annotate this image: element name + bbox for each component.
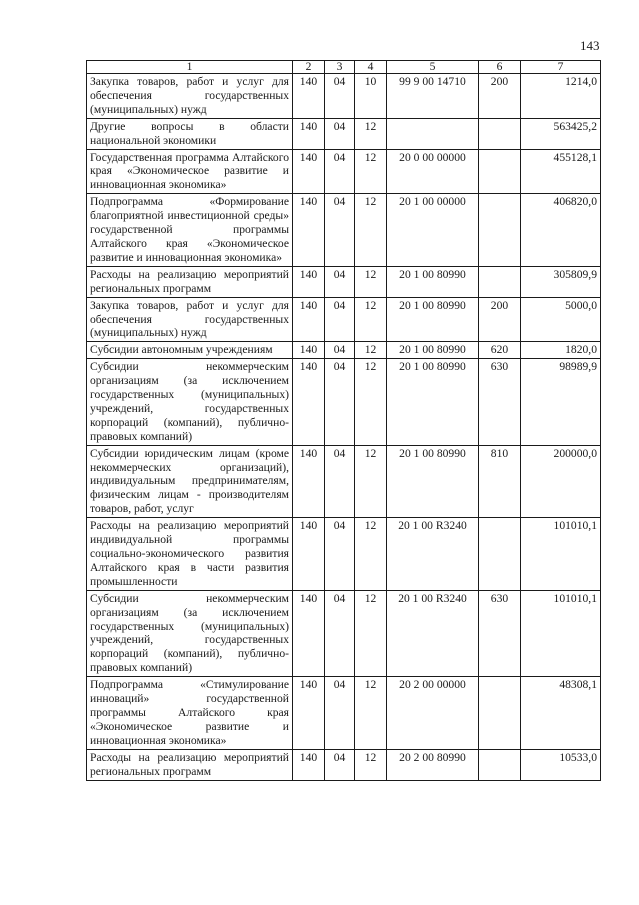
header-col-type: 6 bbox=[479, 61, 521, 74]
page-number: 143 bbox=[580, 38, 600, 53]
row-target-cell: 20 1 00 R3240 bbox=[387, 518, 479, 591]
table-body bbox=[87, 74, 601, 781]
row-subsection-cell: 12 bbox=[355, 677, 387, 750]
table-row bbox=[87, 590, 601, 676]
row-target-cell: 20 1 00 80990 bbox=[387, 445, 479, 518]
row-type-cell bbox=[479, 118, 521, 149]
row-ministry-cell: 140 bbox=[293, 518, 325, 591]
row-ministry-cell: 140 bbox=[293, 342, 325, 359]
row-type-cell bbox=[479, 266, 521, 297]
budget-table bbox=[86, 60, 601, 781]
table-row bbox=[87, 518, 601, 591]
row-section-cell: 04 bbox=[325, 518, 355, 591]
row-target-cell: 20 2 00 80990 bbox=[387, 749, 479, 780]
row-subsection-cell: 12 bbox=[355, 194, 387, 267]
row-subsection-cell: 12 bbox=[355, 342, 387, 359]
row-type-cell bbox=[479, 518, 521, 591]
table-row bbox=[87, 677, 601, 750]
row-ministry-cell: 140 bbox=[293, 149, 325, 194]
row-ministry-cell: 140 bbox=[293, 297, 325, 342]
row-section-cell: 04 bbox=[325, 297, 355, 342]
table-header-row bbox=[87, 61, 601, 74]
row-name-cell: Субсидии автономным учреждениям bbox=[87, 342, 293, 359]
row-section-cell: 04 bbox=[325, 74, 355, 119]
row-name-cell: Субсидии юридическим лицам (кроме некоммерческих организаций), индивидуальным предпринимателям, физическим лицам - производителям товаров, работ, услуг bbox=[87, 445, 293, 518]
row-subsection-cell: 12 bbox=[355, 518, 387, 591]
row-type-cell: 630 bbox=[479, 359, 521, 445]
row-section-cell: 04 bbox=[325, 118, 355, 149]
row-target-cell: 99 9 00 14710 bbox=[387, 74, 479, 119]
row-ministry-cell: 140 bbox=[293, 194, 325, 267]
row-target-cell: 20 1 00 80990 bbox=[387, 266, 479, 297]
table-row bbox=[87, 342, 601, 359]
header-col-ministry: 2 bbox=[293, 61, 325, 74]
row-type-cell: 200 bbox=[479, 297, 521, 342]
row-subsection-cell: 10 bbox=[355, 74, 387, 119]
row-target-cell: 20 2 00 00000 bbox=[387, 677, 479, 750]
row-target-cell: 20 0 00 00000 bbox=[387, 149, 479, 194]
row-ministry-cell: 140 bbox=[293, 677, 325, 750]
row-amount-cell: 101010,1 bbox=[521, 590, 601, 676]
row-name-cell: Государственная программа Алтайского края «Экономическое развитие и инновационная экономика» bbox=[87, 149, 293, 194]
row-ministry-cell: 140 bbox=[293, 749, 325, 780]
table-row bbox=[87, 445, 601, 518]
row-amount-cell: 10533,0 bbox=[521, 749, 601, 780]
table-row bbox=[87, 749, 601, 780]
row-subsection-cell: 12 bbox=[355, 359, 387, 445]
row-type-cell: 620 bbox=[479, 342, 521, 359]
row-type-cell bbox=[479, 749, 521, 780]
row-amount-cell: 305809,9 bbox=[521, 266, 601, 297]
row-target-cell: 20 1 00 R3240 bbox=[387, 590, 479, 676]
row-section-cell: 04 bbox=[325, 359, 355, 445]
table-row bbox=[87, 359, 601, 445]
header-col-name: 1 bbox=[87, 61, 293, 74]
row-type-cell bbox=[479, 194, 521, 267]
row-amount-cell: 455128,1 bbox=[521, 149, 601, 194]
row-amount-cell: 1820,0 bbox=[521, 342, 601, 359]
header-col-target: 5 bbox=[387, 61, 479, 74]
row-amount-cell: 200000,0 bbox=[521, 445, 601, 518]
row-name-cell: Другие вопросы в области национальной экономики bbox=[87, 118, 293, 149]
row-amount-cell: 406820,0 bbox=[521, 194, 601, 267]
header-col-amount: 7 bbox=[521, 61, 601, 74]
row-subsection-cell: 12 bbox=[355, 266, 387, 297]
header-col-section: 3 bbox=[325, 61, 355, 74]
row-ministry-cell: 140 bbox=[293, 266, 325, 297]
row-amount-cell: 563425,2 bbox=[521, 118, 601, 149]
row-amount-cell: 5000,0 bbox=[521, 297, 601, 342]
row-subsection-cell: 12 bbox=[355, 590, 387, 676]
table-row bbox=[87, 118, 601, 149]
table-row bbox=[87, 297, 601, 342]
row-subsection-cell: 12 bbox=[355, 118, 387, 149]
row-name-cell: Закупка товаров, работ и услуг для обеспечения государственных (муниципальных) нужд bbox=[87, 297, 293, 342]
row-amount-cell: 48308,1 bbox=[521, 677, 601, 750]
table-row bbox=[87, 149, 601, 194]
header-col-subsection: 4 bbox=[355, 61, 387, 74]
row-name-cell: Подпрограмма «Формирование благоприятной инвестиционной среды» государственной программы Алтайского края «Экономическое развитие и инновационная экономика» bbox=[87, 194, 293, 267]
row-name-cell: Расходы на реализацию мероприятий индивидуальной программы социально-экономического развития Алтайского края в части развития промышленности bbox=[87, 518, 293, 591]
row-section-cell: 04 bbox=[325, 445, 355, 518]
row-name-cell: Расходы на реализацию мероприятий региональных программ bbox=[87, 749, 293, 780]
row-type-cell bbox=[479, 677, 521, 750]
row-target-cell: 20 1 00 80990 bbox=[387, 297, 479, 342]
row-target-cell: 20 1 00 00000 bbox=[387, 194, 479, 267]
row-name-cell: Расходы на реализацию мероприятий региональных программ bbox=[87, 266, 293, 297]
row-type-cell: 810 bbox=[479, 445, 521, 518]
row-name-cell: Субсидии некоммерческим организациям (за исключением государственных (муниципальных) учреждений, государственных корпораций (компаний), публично-правовых компаний) bbox=[87, 359, 293, 445]
row-amount-cell: 98989,9 bbox=[521, 359, 601, 445]
row-section-cell: 04 bbox=[325, 342, 355, 359]
row-name-cell: Подпрограмма «Стимулирование инноваций» государственной программы Алтайского края «Экономическое развитие и инновационная экономика» bbox=[87, 677, 293, 750]
row-ministry-cell: 140 bbox=[293, 74, 325, 119]
row-subsection-cell: 12 bbox=[355, 445, 387, 518]
row-ministry-cell: 140 bbox=[293, 359, 325, 445]
row-ministry-cell: 140 bbox=[293, 445, 325, 518]
row-section-cell: 04 bbox=[325, 194, 355, 267]
row-type-cell: 200 bbox=[479, 74, 521, 119]
row-type-cell bbox=[479, 149, 521, 194]
table-row bbox=[87, 74, 601, 119]
row-section-cell: 04 bbox=[325, 266, 355, 297]
row-name-cell: Закупка товаров, работ и услуг для обеспечения государственных (муниципальных) нужд bbox=[87, 74, 293, 119]
row-target-cell: 20 1 00 80990 bbox=[387, 342, 479, 359]
row-subsection-cell: 12 bbox=[355, 749, 387, 780]
row-amount-cell: 101010,1 bbox=[521, 518, 601, 591]
row-section-cell: 04 bbox=[325, 677, 355, 750]
row-target-cell bbox=[387, 118, 479, 149]
row-target-cell: 20 1 00 80990 bbox=[387, 359, 479, 445]
row-name-cell: Субсидии некоммерческим организациям (за исключением государственных (муниципальных) учреждений, государственных корпораций (компаний), публично-правовых компаний) bbox=[87, 590, 293, 676]
row-section-cell: 04 bbox=[325, 149, 355, 194]
row-ministry-cell: 140 bbox=[293, 590, 325, 676]
table-row bbox=[87, 194, 601, 267]
row-section-cell: 04 bbox=[325, 749, 355, 780]
row-type-cell: 630 bbox=[479, 590, 521, 676]
row-subsection-cell: 12 bbox=[355, 297, 387, 342]
row-subsection-cell: 12 bbox=[355, 149, 387, 194]
row-amount-cell: 1214,0 bbox=[521, 74, 601, 119]
row-section-cell: 04 bbox=[325, 590, 355, 676]
row-ministry-cell: 140 bbox=[293, 118, 325, 149]
table-row bbox=[87, 266, 601, 297]
